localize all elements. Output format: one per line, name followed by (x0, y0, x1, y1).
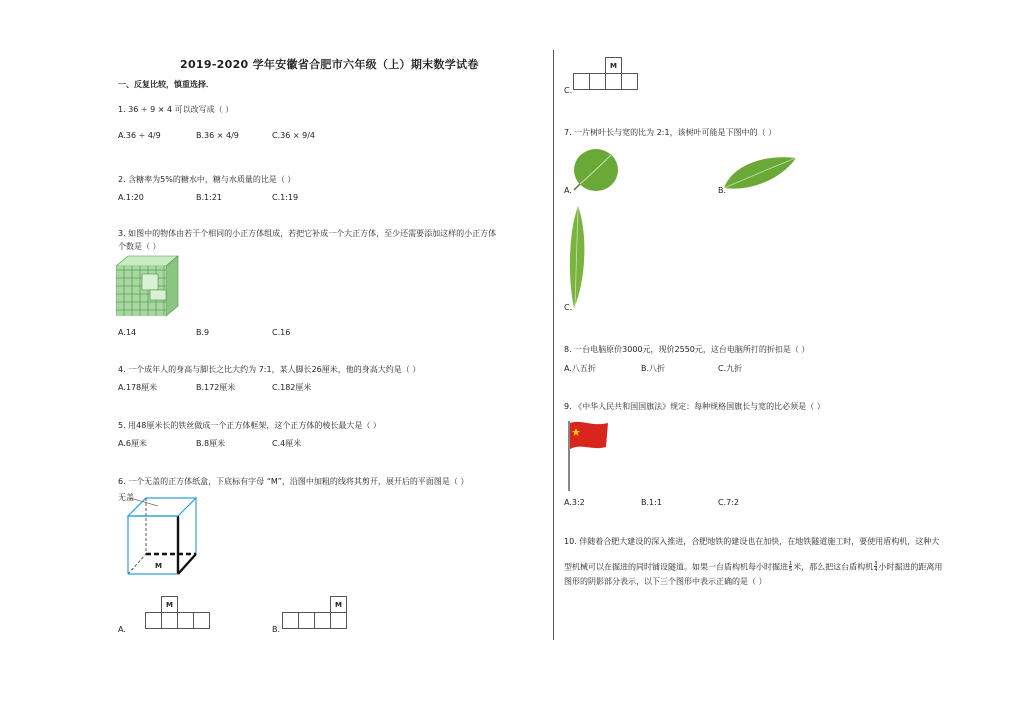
q9-option-b[interactable]: B.1:1 (641, 498, 662, 507)
net-a-letter: M (162, 597, 178, 613)
fraction-one-fifth (789, 561, 792, 573)
q5-option-a[interactable]: A.6厘米 (118, 439, 147, 448)
frac2-num: 3 (874, 561, 878, 567)
q10-line2-part2: 米，那么把这台盾构机 (793, 562, 874, 572)
q2-stem: 2. 含糖率为5%的糖水中，糖与水质量的比是（ ） (118, 175, 296, 184)
frac2-den: 4 (874, 567, 878, 573)
national-flag-image (564, 417, 612, 493)
q6-option-c[interactable]: C. (564, 86, 573, 95)
cube-stack-figure (116, 254, 182, 320)
q9-stem: 9. 《中华人民共和国国旗法》规定：每种规格国旗长与宽的比必须是（ ） (564, 402, 825, 411)
q8-option-c[interactable]: C.九折 (718, 364, 743, 373)
q4-stem: 4. 一个成年人的身高与脚长之比大约为 7:1，某人脚长26厘米，他的身高大约是（ ） (118, 365, 421, 374)
q3-option-b[interactable]: B.9 (196, 328, 210, 337)
frac1-den: 5 (789, 567, 793, 573)
q2-option-a[interactable]: A.1:20 (118, 193, 144, 202)
cube-label: 无盖 (118, 493, 134, 502)
q6-option-b[interactable]: B. (272, 625, 281, 634)
q9-option-a[interactable]: A.3:2 (564, 498, 585, 507)
net-b (282, 596, 347, 629)
q8-option-b[interactable]: B.八折 (641, 364, 666, 373)
q3-option-c[interactable]: C.16 (272, 328, 291, 337)
q9-option-c[interactable]: C.7:2 (718, 498, 740, 507)
q4-option-a[interactable]: A.178厘米 (118, 383, 158, 392)
q7-stem: 7. 一片树叶长与宽的比为 2:1，该树叶可能是下图中的（ ） (564, 128, 777, 137)
net-c-letter: M (606, 58, 622, 74)
fraction-three-fourths (874, 561, 877, 573)
page-title: 2019-2020 学年安徽省合肥市六年级（上）期末数学试卷 (180, 58, 479, 71)
section-heading: 一、反复比较，慎重选择． (118, 80, 214, 89)
q3-stem-line2: 个数是（ ） (118, 242, 161, 251)
q7-option-c[interactable]: C. (564, 303, 573, 312)
q2-option-c[interactable]: C.1:19 (272, 193, 299, 202)
q6-stem: 6. 一个无盖的正方体纸盒，下底标有字母 “M”，沿图中加粗的线将其剪开，展开后的平面图是（ ） (118, 477, 469, 486)
q5-stem: 5. 用48厘米长的铁丝做成一个正方体框架，这个正方体的棱长最大是（ ） (118, 421, 381, 430)
frac1-num: 1 (789, 561, 793, 567)
q7-option-b[interactable]: B. (718, 186, 727, 195)
q10-line2 (564, 561, 942, 573)
q7-option-a[interactable]: A. (564, 186, 572, 195)
column-divider (553, 50, 554, 640)
q6-option-a[interactable]: A. (118, 625, 126, 634)
q8-option-a[interactable]: A.八五折 (564, 364, 596, 373)
q5-option-c[interactable]: C.4厘米 (272, 439, 302, 448)
q4-option-b[interactable]: B.172厘米 (196, 383, 236, 392)
q8-stem: 8. 一台电脑原价3000元，现价2550元，这台电脑所打的折扣是（ ） (564, 345, 810, 354)
q3-option-a[interactable]: A.14 (118, 328, 137, 337)
net-b-letter: M (331, 597, 347, 613)
q3-stem-line1: 3. 如图中的物体由若干个相同的小正方体组成，若把它补成一个大正方体，至少还需要添加这样的小正方体 (118, 229, 497, 238)
q2-option-b[interactable]: B.1:21 (196, 193, 222, 202)
q10-line2-part3: 小时掘进的距离用 (878, 562, 943, 572)
q1-option-c[interactable]: C.36 × 9/4 (272, 131, 315, 140)
q10-line1: 10. 伴随着合肥大建设的深入推进，合肥地铁的建设也在加快，在地铁隧道施工时，要使用盾构机，这种大 (564, 537, 940, 546)
long-leaf-image (566, 204, 590, 310)
round-leaf-image (570, 146, 620, 194)
q10-line3: 图形的阴影部分表示，以下三个图形中表示正确的是（ ） (564, 577, 767, 586)
oval-leaf-image (722, 154, 798, 192)
q10-line2-part1: 型机械可以在掘进的同时铺设隧道。如果一台盾构机每小时掘进 (564, 562, 788, 572)
q1-option-b[interactable]: B.36 × 4/9 (196, 131, 239, 140)
q1-option-a[interactable]: A.36 ÷ 4/9 (118, 131, 161, 140)
net-c (573, 57, 638, 90)
net-a (145, 596, 210, 629)
cube-letter: M (155, 562, 162, 570)
q5-option-b[interactable]: B.8厘米 (196, 439, 226, 448)
q1-stem: 1. 36 ÷ 9 × 4 可以改写成（ ） (118, 105, 234, 114)
q4-option-c[interactable]: C.182厘米 (272, 383, 312, 392)
